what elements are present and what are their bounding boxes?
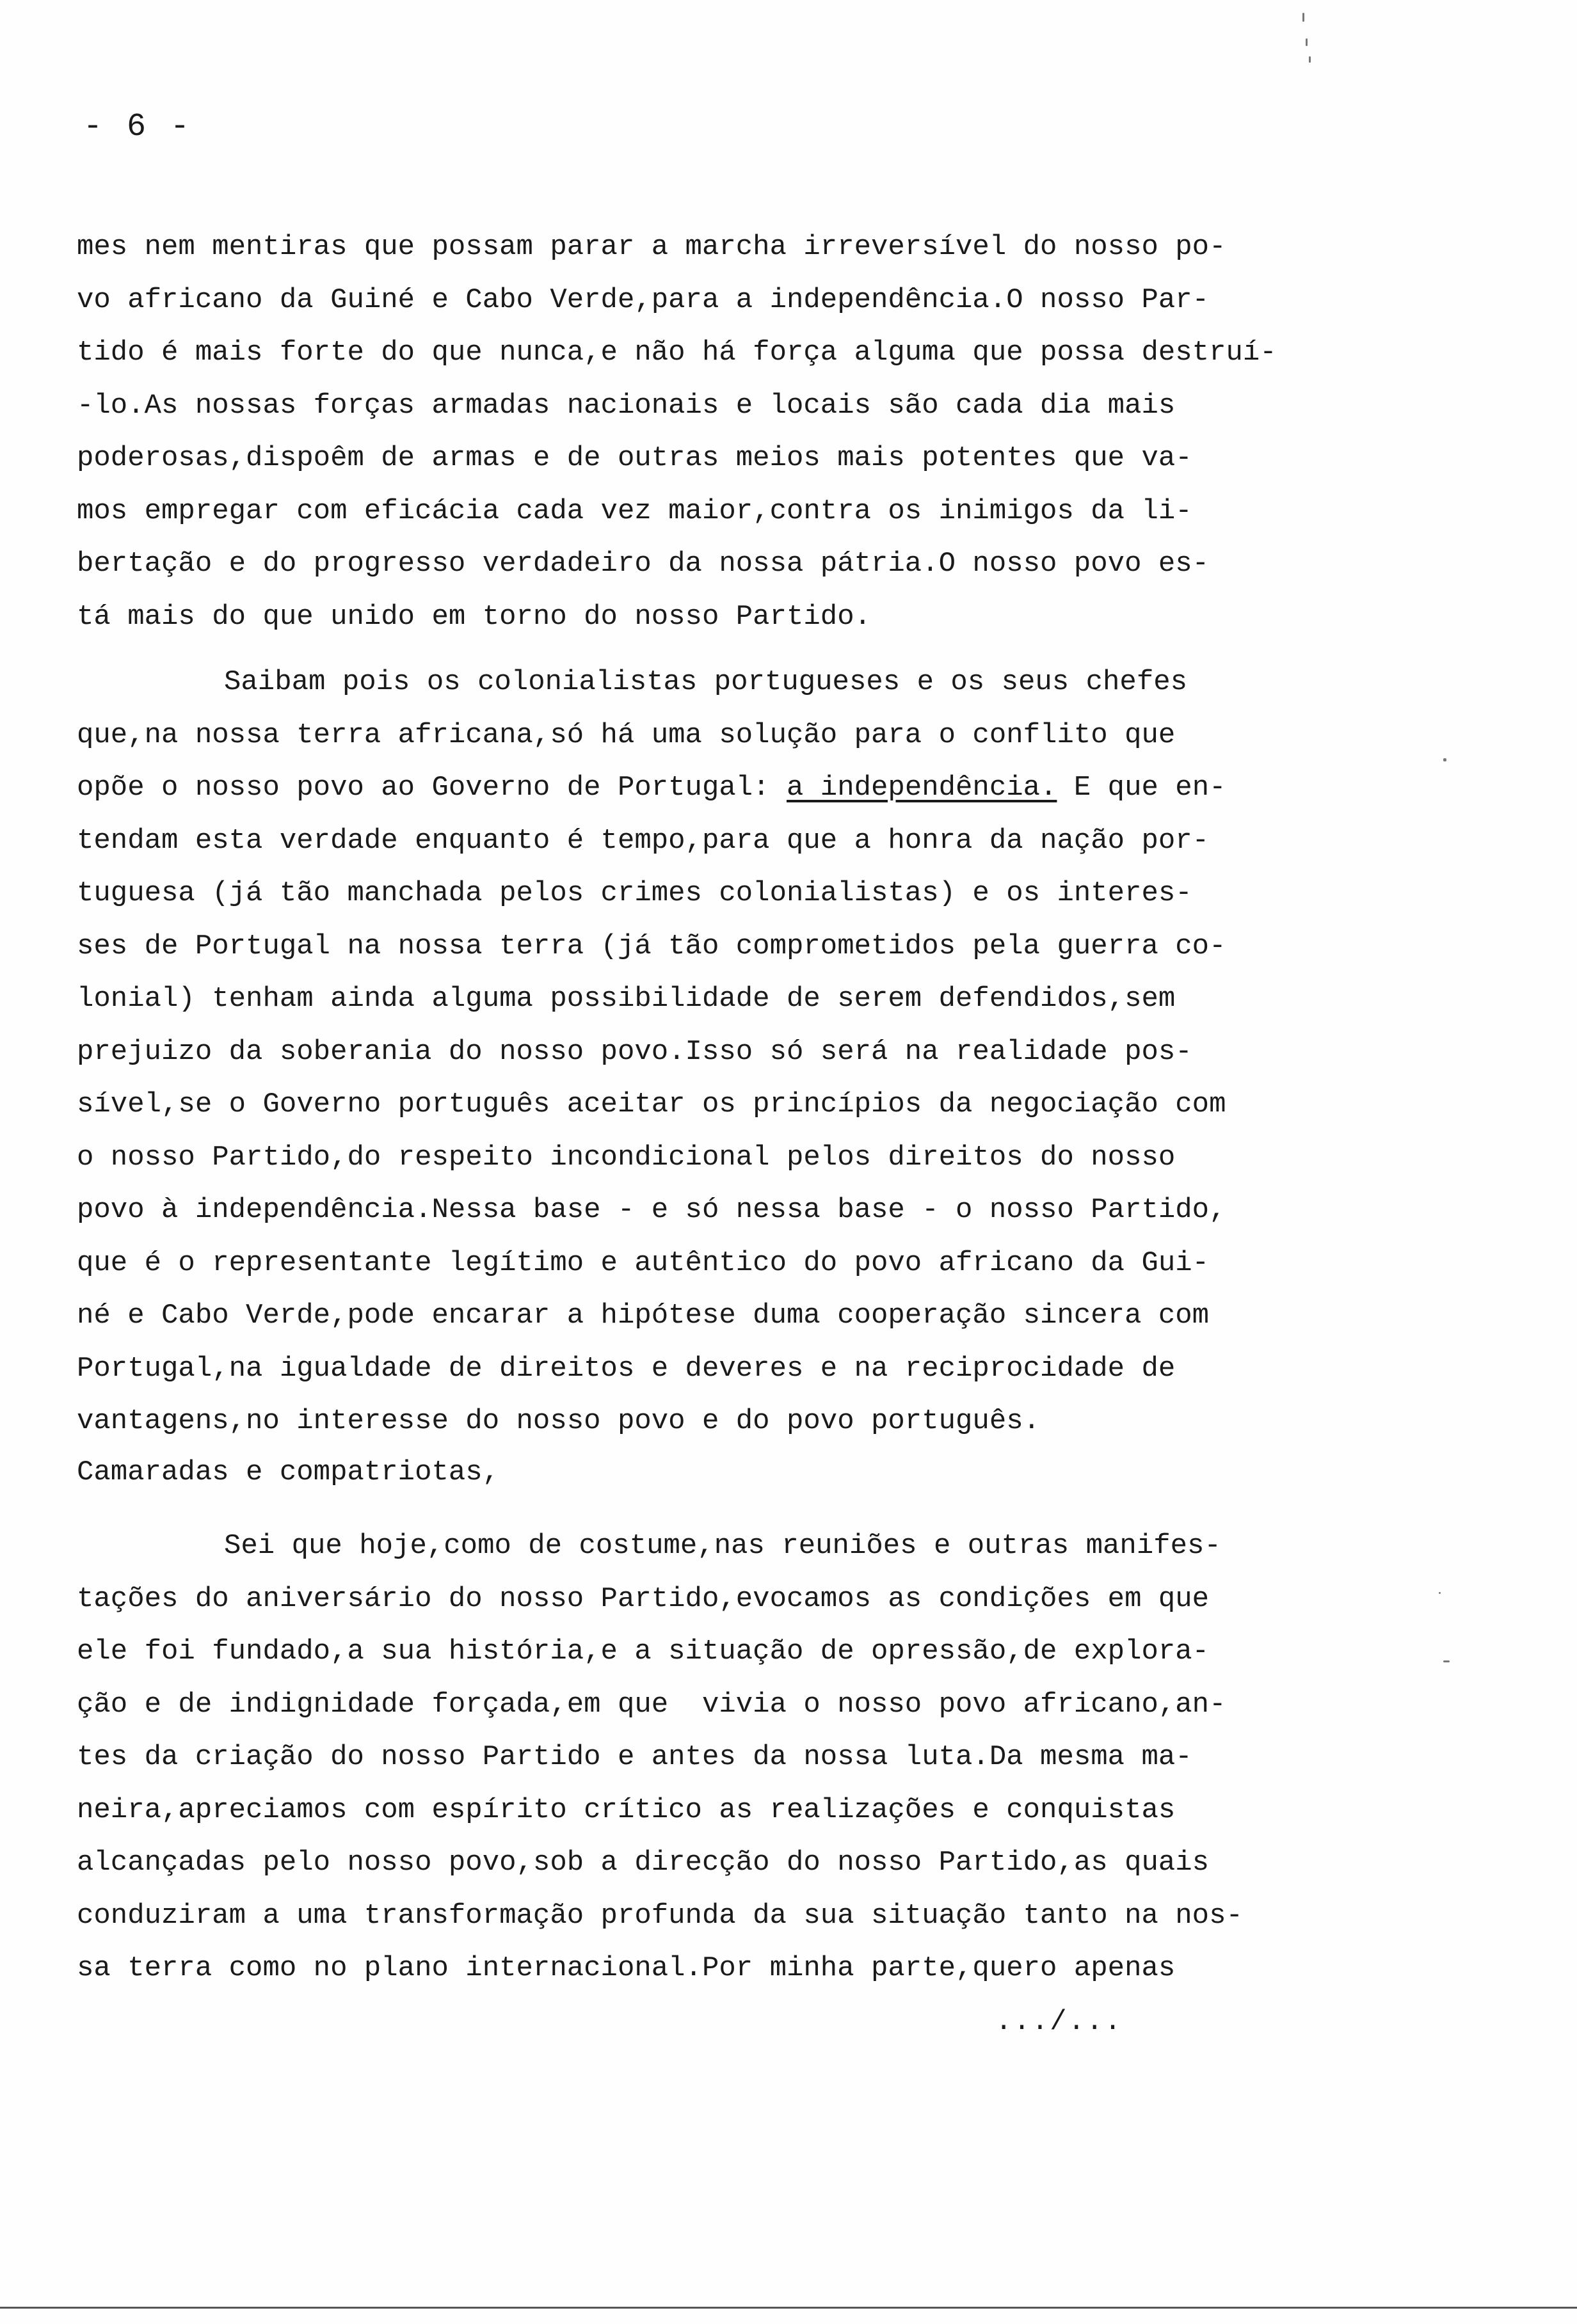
text-line: vo africano da Guiné e Cabo Verde,para a independência.O nosso Par- bbox=[77, 283, 1210, 316]
text-line: poderosas,dispoêm de armas e de outras meios mais potentes que va- bbox=[77, 442, 1192, 474]
text-line: vantagens,no interesse do nosso povo e do povo português. bbox=[77, 1405, 1041, 1437]
text-line: o nosso Partido,do respeito incondicional pelos direitos do nosso bbox=[77, 1141, 1176, 1174]
text-segment: E que en- bbox=[1057, 772, 1226, 804]
scan-edge-line bbox=[0, 2307, 1577, 2309]
text-line: tuguesa (já tão manchada pelos crimes colonialistas) e os interes- bbox=[77, 877, 1192, 909]
text-line: mes nem mentiras que possam parar a marcha irreversível do nosso po- bbox=[77, 231, 1226, 263]
text-line: sa terra como no plano internacional.Por minha parte,quero apenas bbox=[77, 1952, 1176, 1984]
text-line: neira,apreciamos com espírito crítico as realizações e conquistas bbox=[77, 1794, 1176, 1826]
text-line bbox=[77, 761, 1395, 815]
text-line: tendam esta verdade enquanto é tempo,para que a honra da nação por- bbox=[77, 824, 1210, 857]
text-line: tes da criação do nosso Partido e antes da nossa luta.Da mesma ma- bbox=[77, 1741, 1192, 1773]
text-line: sível,se o Governo português aceitar os princípios da negociação com bbox=[77, 1088, 1226, 1120]
text-line: lonial) tenham ainda alguma possibilidade de serem defendidos,sem bbox=[77, 983, 1176, 1015]
text-line: tá mais do que unido em torno do nosso Partido. bbox=[77, 600, 872, 633]
text-line: alcançadas pelo nosso povo,sob a direcção do nosso Partido,as quais bbox=[77, 1847, 1210, 1879]
scan-speck bbox=[1306, 38, 1308, 46]
text-line: prejuizo da soberania do nosso povo.Isso só será na realidade pos- bbox=[77, 1035, 1192, 1068]
text-line: tações do aniversário do nosso Partido,evocamos as condições em que bbox=[77, 1582, 1210, 1615]
paragraph-2 bbox=[77, 656, 1395, 1448]
paragraph-3 bbox=[77, 1520, 1395, 1995]
scan-speck bbox=[1443, 758, 1446, 761]
text-line: povo à independência.Nessa base - e só nessa base - o nosso Partido, bbox=[77, 1194, 1226, 1226]
text-line: Sei que hoje,como de costume,nas reuniões e outras manifes- bbox=[224, 1530, 1221, 1562]
continuation-mark: .../... bbox=[995, 2006, 1123, 2038]
text-line: Portugal,na igualdade de direitos e deveres e na reciprocidade de bbox=[77, 1352, 1176, 1385]
text-line: conduziram a uma transformação profunda da sua situação tanto na nos- bbox=[77, 1899, 1243, 1932]
scan-speck bbox=[1443, 1660, 1450, 1662]
text-line: ele foi fundado,a sua história,e a situação de opressão,de explora- bbox=[77, 1636, 1210, 1667]
salutation-text: Camaradas e compatriotas, bbox=[77, 1456, 500, 1488]
text-line: mos empregar com eficácia cada vez maior,contra os inimigos da li- bbox=[77, 495, 1192, 527]
text-line: ção e de indignidade forçada,em que vivia o nosso povo africano,an- bbox=[77, 1688, 1226, 1721]
underlined-phrase: a independência. bbox=[786, 772, 1057, 804]
salutation bbox=[77, 1446, 1395, 1499]
text-line: tido é mais forte do que nunca,e não há força alguma que possa destruí- bbox=[77, 337, 1277, 369]
text-line: -lo.As nossas forças armadas nacionais e locais são cada dia mais bbox=[77, 389, 1176, 422]
text-line: bertação e do progresso verdadeiro da nossa pátria.O nosso povo es- bbox=[77, 548, 1210, 580]
text-line: que é o representante legítimo e autêntico do povo africano da Gui- bbox=[77, 1246, 1210, 1279]
paragraph-1 bbox=[77, 221, 1395, 643]
text-line: né e Cabo Verde,pode encarar a hipótese duma cooperação sincera com bbox=[77, 1300, 1210, 1332]
text-line: ses de Portugal na nossa terra (já tão comprometidos pela guerra co- bbox=[77, 930, 1226, 962]
text-segment: opõe o nosso povo ao Governo de Portugal: bbox=[77, 772, 787, 804]
text-line: que,na nossa terra africana,só há uma solução para o conflito que bbox=[77, 719, 1176, 751]
scan-speck bbox=[1302, 13, 1304, 22]
scan-speck bbox=[1439, 1592, 1441, 1594]
scan-speck bbox=[1309, 56, 1311, 63]
page-number: - 6 - bbox=[83, 109, 193, 145]
text-line: Saibam pois os colonialistas portugueses e os seus chefes bbox=[224, 666, 1188, 698]
